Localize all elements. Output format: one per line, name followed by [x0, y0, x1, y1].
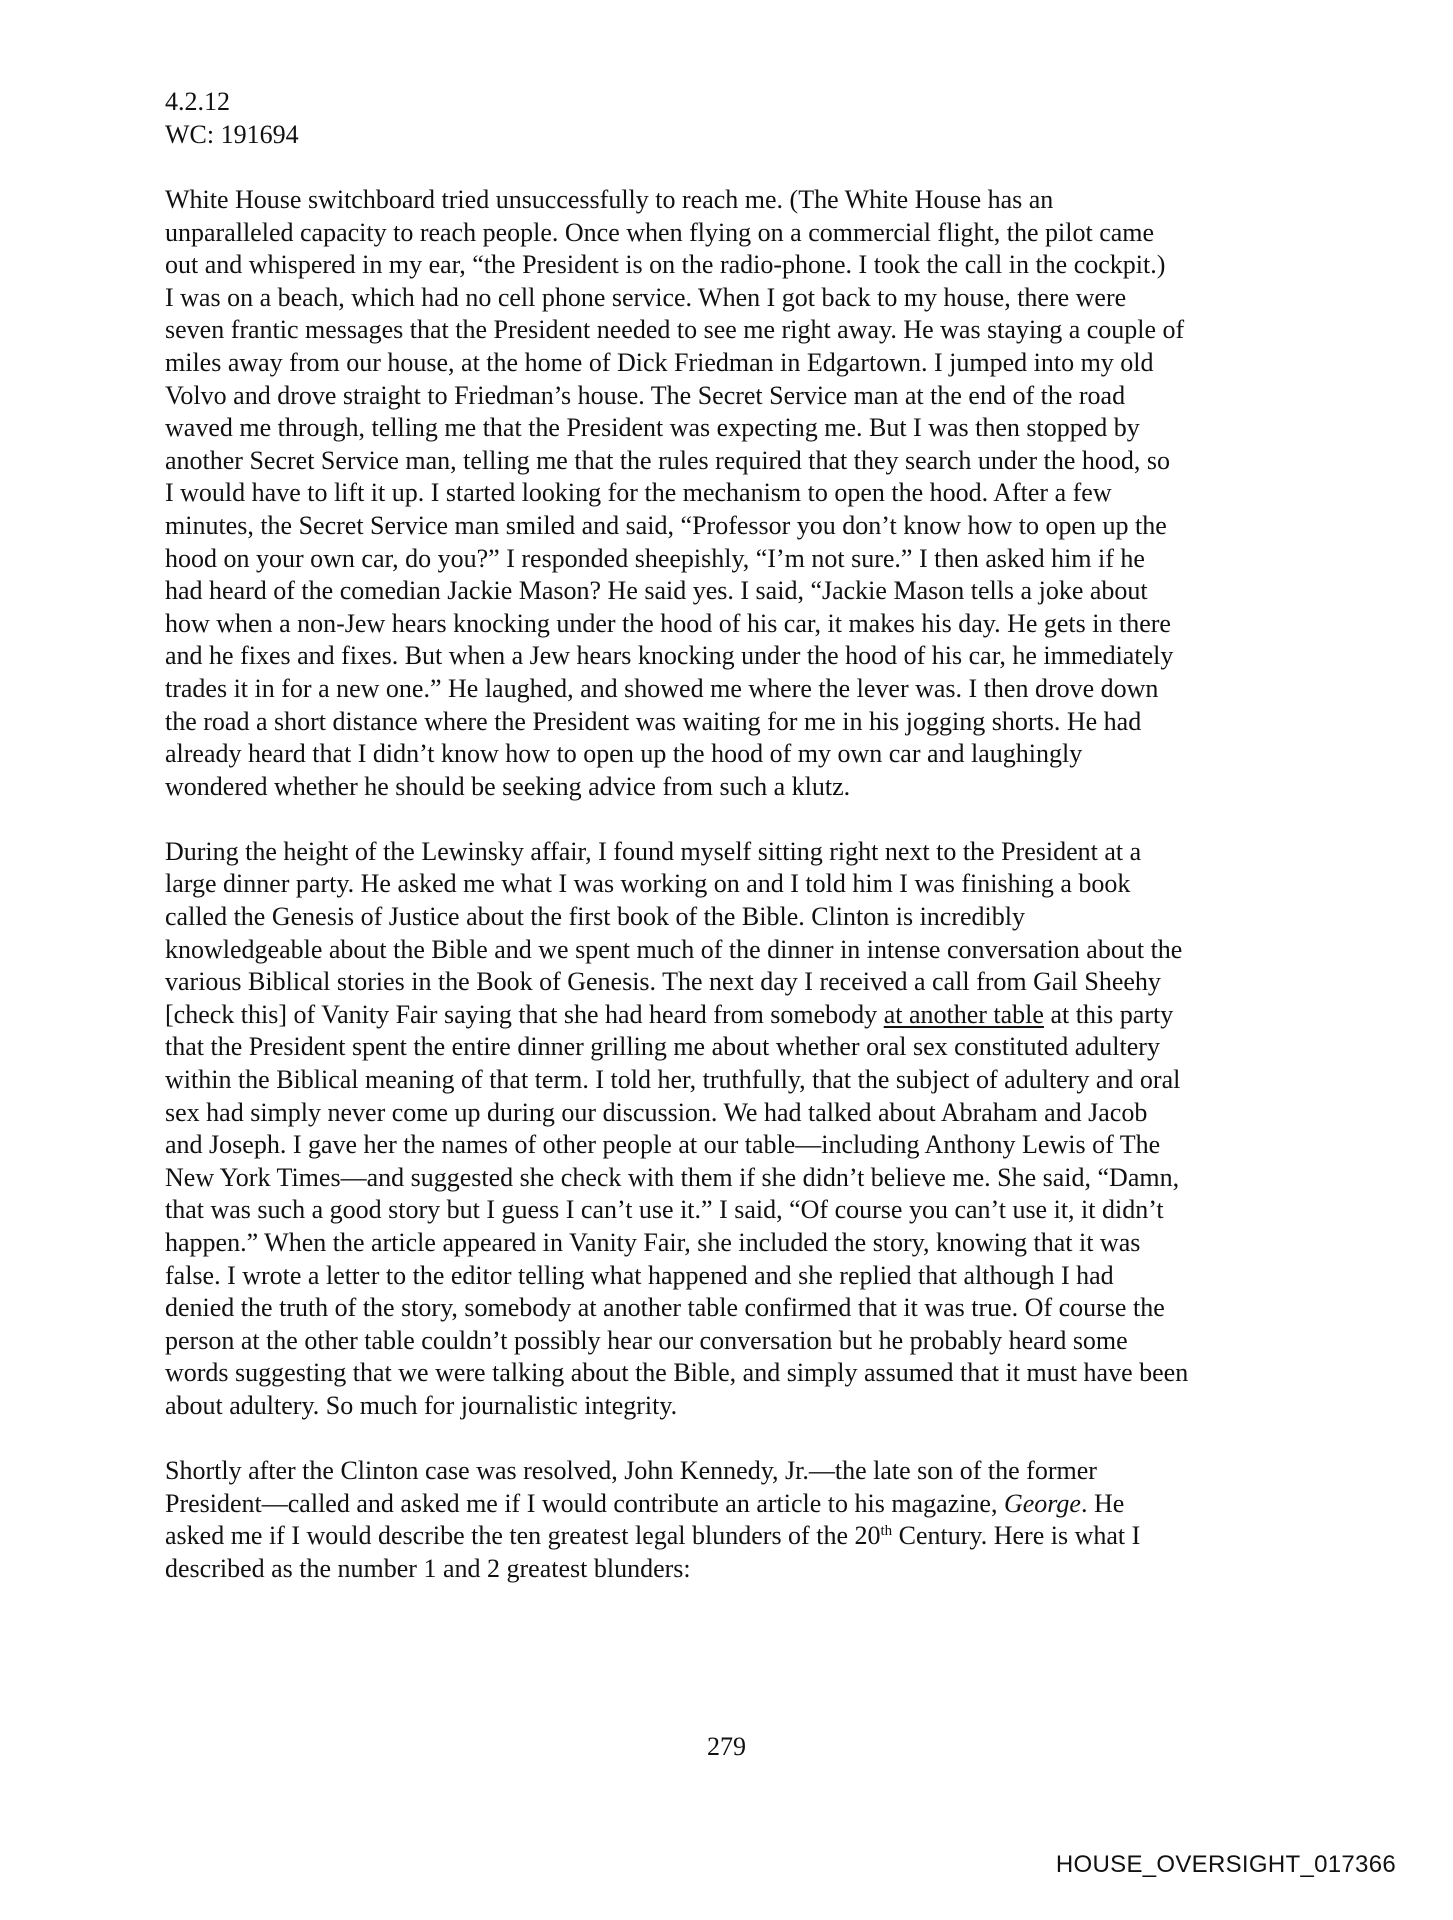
text-line: I was on a beach, which had no cell phone service. When I got back to my house, there were [165, 282, 1127, 312]
text-line: called the Genesis of Justice about the first book of the Bible. Clinton is incredibly [165, 902, 1025, 932]
bates-stamp: HOUSE_OVERSIGHT_017366 [1055, 1851, 1396, 1878]
text-line [165, 999, 1295, 1032]
text-line: how when a non-Jew hears knocking under the hood of his car, it makes his day. He gets in there [165, 608, 1171, 638]
text-line: White House switchboard tried unsuccessfully to reach me. (The White House has an [165, 185, 1054, 214]
text-line: and he fixes and fixes. But when a Jew hears knocking under the hood of his car, he immediately [165, 641, 1174, 671]
underlined-phrase: at another table [883, 999, 1044, 1029]
ordinal-superscript: th [880, 1523, 893, 1540]
text-line: New York Times—and suggested she check with them if she didn’t believe me. She said, “Damn, [165, 1162, 1180, 1192]
text-line: Shortly after the Clinton case was resolved, John Kennedy, Jr.—the late son of the former [165, 1456, 1097, 1486]
text-line: hood on your own car, do you?” I responded sheepishly, “I’m not sure.” I then asked him if he [165, 543, 1145, 573]
italic-title: George [1003, 1488, 1081, 1518]
text-run: Century. Here is what I [892, 1521, 1141, 1551]
text-line: false. I wrote a letter to the editor telling what happened and she replied that although I had [165, 1260, 1114, 1290]
text-line: waved me through, telling me that the President was expecting me. But I was then stopped by [165, 413, 1140, 443]
text-line: the road a short distance where the President was waiting for me in his jogging shorts. He had [165, 706, 1142, 736]
text-line: out and whispered in my ear, “the President is on the radio-phone. I took the call in the cockpit.) [165, 250, 1166, 280]
text-line: I would have to lift it up. I started looking for the mechanism to open the hood. After a few [165, 478, 1112, 508]
text-line: sex had simply never come up during our discussion. We had talked about Abraham and Jacob [165, 1097, 1148, 1127]
text-line: happen.” When the article appeared in Vanity Fair, she included the story, knowing that it was [165, 1228, 1141, 1257]
text-line: that was such a good story but I guess I can’t use it.” I said, “Of course you can’t use it, it didn’t [165, 1195, 1164, 1225]
text-line: words suggesting that we were talking about the Bible, and simply assumed that it must have been [165, 1358, 1189, 1388]
draft-date: 4.2.12 [165, 87, 230, 116]
text-line: minutes, the Secret Service man smiled and said, “Professor you don’t know how to open up the [165, 510, 1167, 540]
text-line: various Biblical stories in the Book of Genesis. The next day I received a call from Gail Sheehy [165, 967, 1161, 997]
text-line [165, 1520, 1295, 1553]
text-line: large dinner party. He asked me what I was working on and I told him I was finishing a book [165, 869, 1131, 899]
text-line: miles away from our house, at the home of Dick Friedman in Edgartown. I jumped into my old [165, 347, 1154, 377]
text-line: trades it in for a new one.” He laughed, and showed me where the lever was. I then drove down [165, 673, 1159, 703]
paragraph-kennedy-george [165, 1455, 1295, 1585]
text-line: another Secret Service man, telling me that the rules required that they search under the hood, so [165, 445, 1170, 475]
text-line: knowledgeable about the Bible and we spent much of the dinner in intense conversation about the [165, 934, 1183, 964]
word-count: WC: 191694 [165, 119, 299, 149]
text-line: and Joseph. I gave her the names of other people at our table—including Anthony Lewis of The [165, 1130, 1161, 1160]
text-line: within the Biblical meaning of that term. I told her, truthfully, that the subject of adultery and oral [165, 1065, 1181, 1095]
text-run: . He [1080, 1488, 1125, 1518]
paragraph-white-house-switchboard [165, 184, 1295, 803]
paragraph-lewinsky-dinner [165, 836, 1295, 1423]
text-line: seven frantic messages that the President needed to see me right away. He was staying a couple of [165, 315, 1185, 345]
text-run: [check this] of Vanity Fair saying that she had heard from somebody [165, 999, 884, 1029]
text-line: person at the other table couldn’t possibly hear our conversation but he probably heard some [165, 1325, 1128, 1355]
text-run: asked me if I would describe the ten greatest legal blunders of the 20 [165, 1521, 881, 1551]
text-line: Volvo and drove straight to Friedman’s house. The Secret Service man at the end of the road [165, 380, 1126, 410]
text-run: at this party [1043, 999, 1174, 1029]
text-line: described as the number 1 and 2 greatest blunders: [165, 1553, 691, 1583]
body-text [165, 184, 1295, 1618]
text-line: unparalleled capacity to reach people. Once when flying on a commercial flight, the pilot came [165, 217, 1155, 247]
text-line: that the President spent the entire dinner grilling me about whether oral sex constituted adultery [165, 1032, 1160, 1062]
page-number: 279 [707, 1732, 746, 1761]
text-line: already heard that I didn’t know how to open up the hood of my own car and laughingly [165, 739, 1083, 769]
text-line [165, 1488, 1295, 1521]
text-line: had heard of the comedian Jackie Mason? He said yes. I said, “Jackie Mason tells a joke about [165, 576, 1148, 606]
text-line: about adultery. So much for journalistic integrity. [165, 1390, 678, 1420]
text-line: wondered whether he should be seeking advice from such a klutz. [165, 771, 851, 801]
text-run: President—called and asked me if I would contribute an article to his magazine, [165, 1488, 1004, 1518]
text-line: denied the truth of the story, somebody at another table confirmed that it was true. Of course the [165, 1293, 1165, 1323]
text-line: During the height of the Lewinsky affair, I found myself sitting right next to the President at a [165, 836, 1142, 866]
draft-header [165, 86, 299, 151]
